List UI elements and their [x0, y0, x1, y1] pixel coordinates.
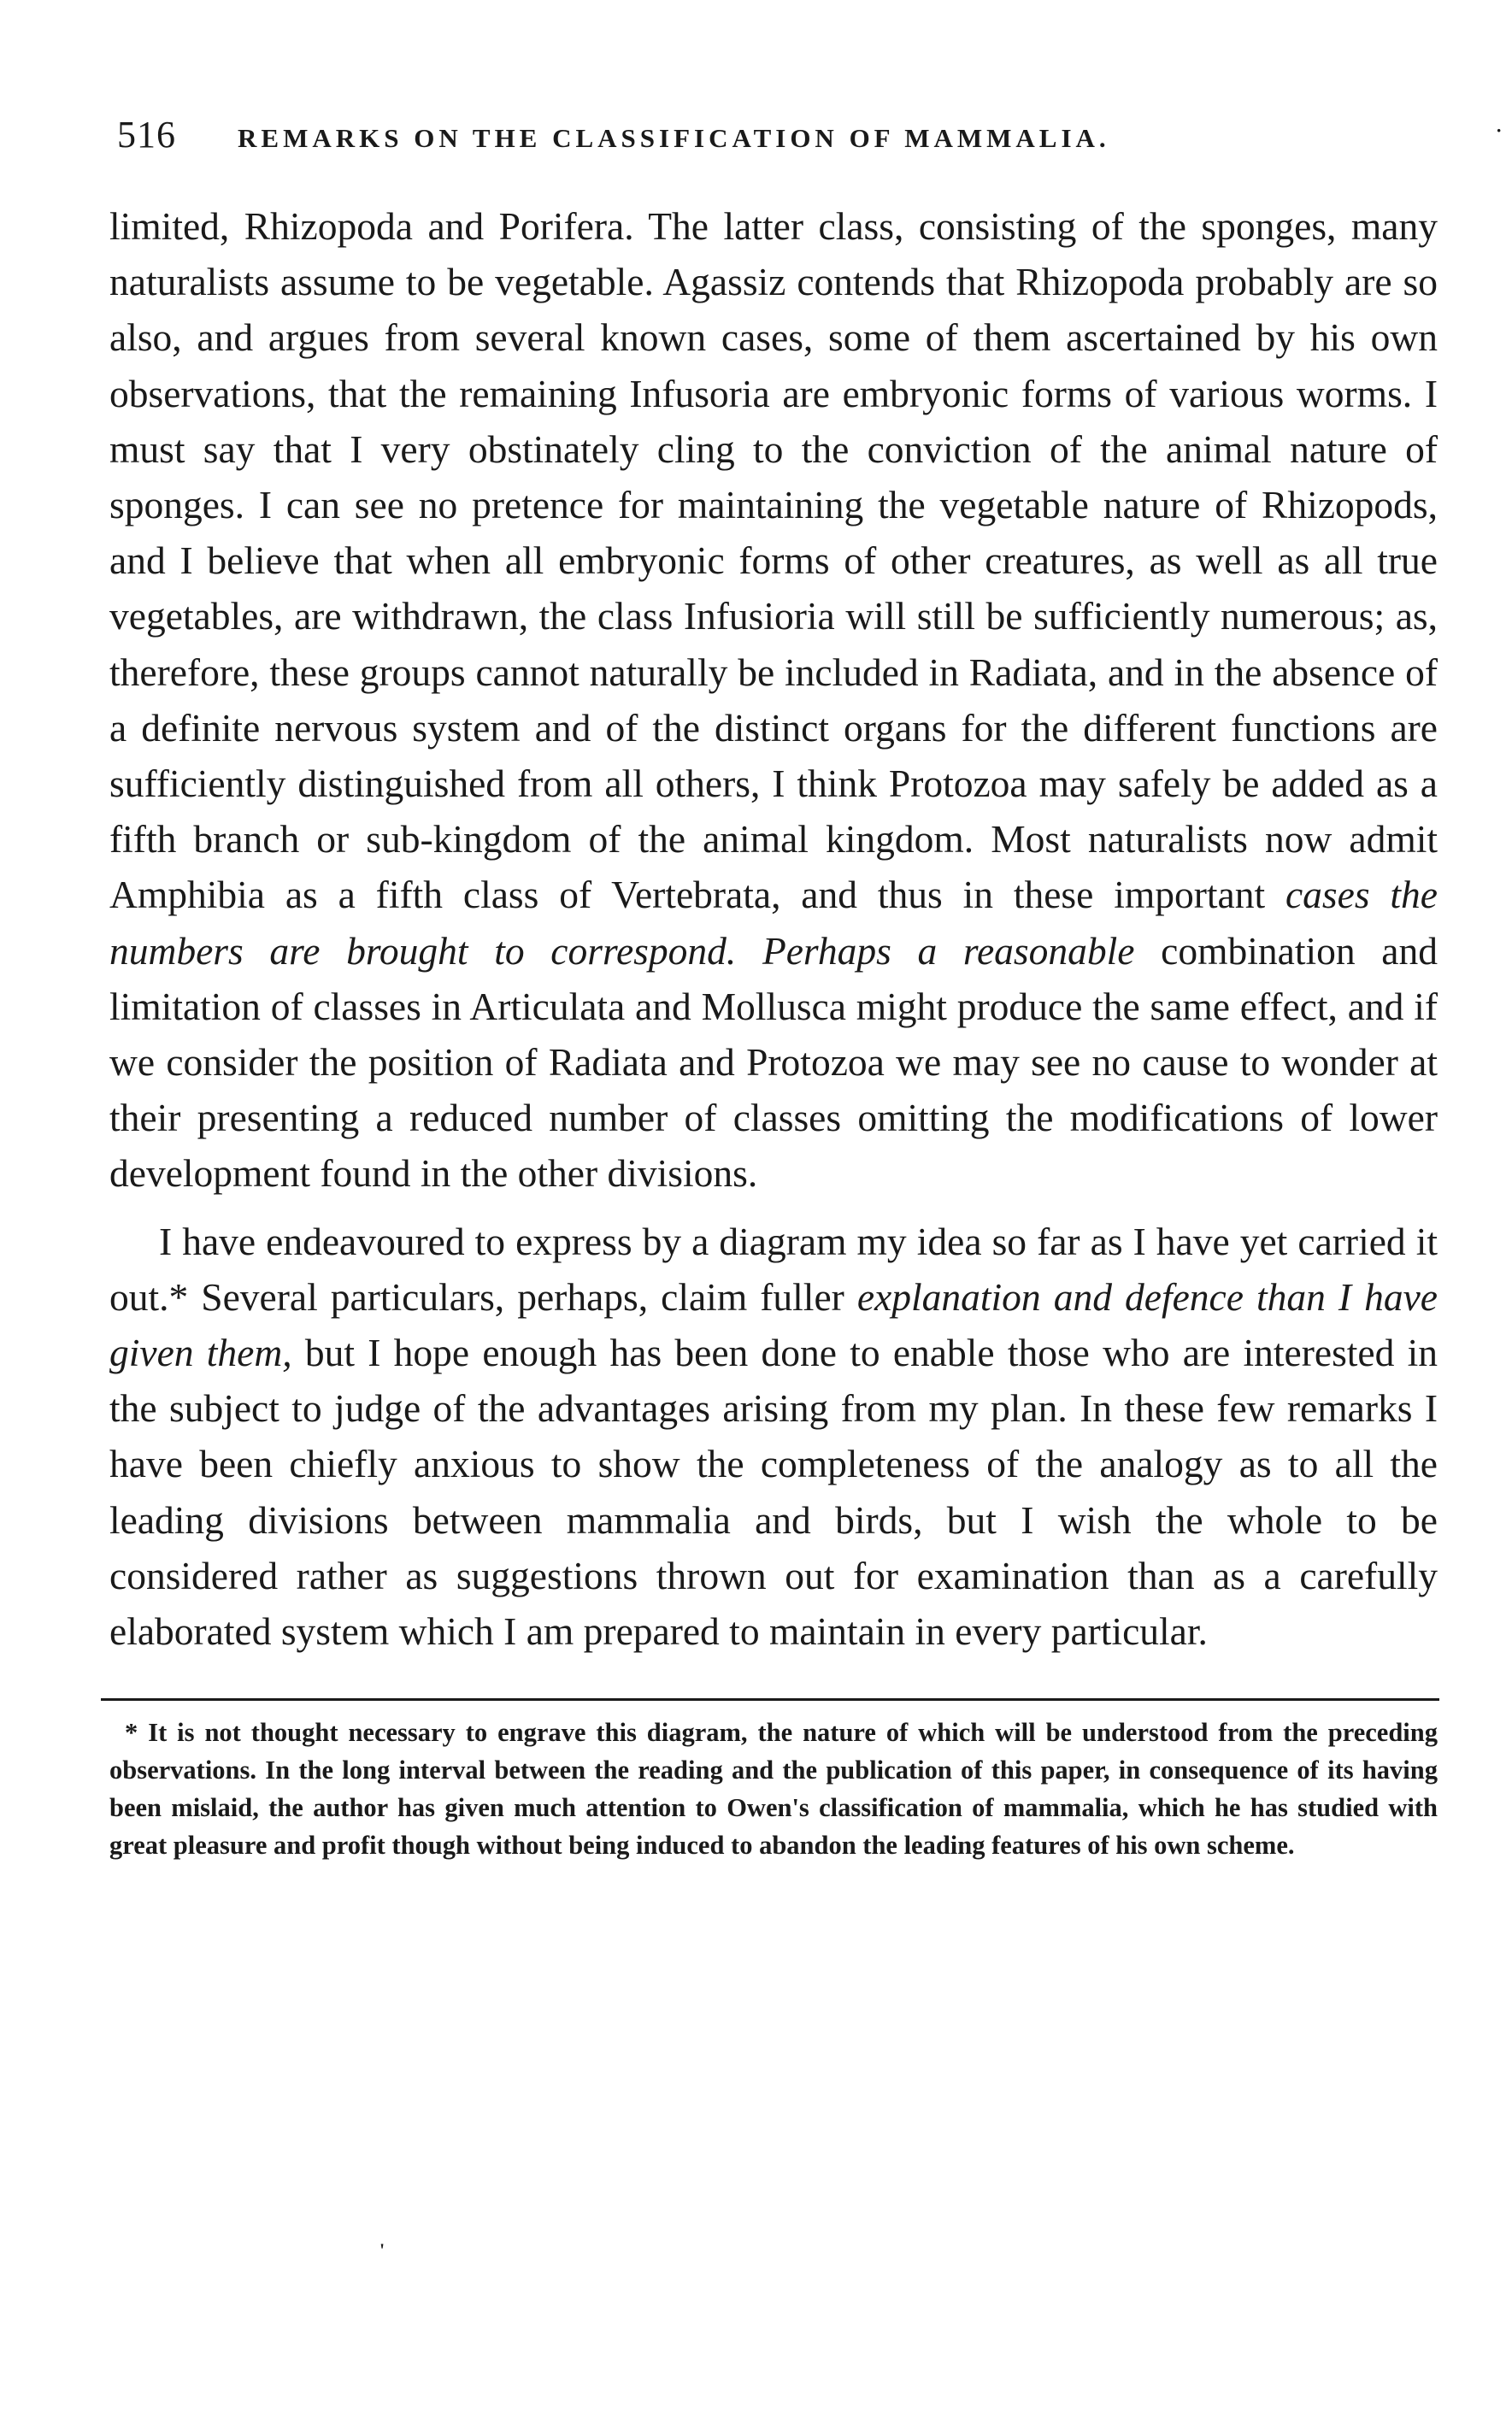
paragraph1-italic: cases the numbers are brought to correspond. Perhaps a reasonable [109, 873, 1438, 973]
footnote-text: It is not thought necessary to engrave this diagram, the nature of which will be understood from the preceding observations. In the long interval between the reading and the publication of this paper, in consequence of its having been mislaid, the author has given much attention to Owen's classification of mammalia, which he has studied with great pleasure and profit though without being induced to abandon the leading features of his own scheme. [109, 1718, 1438, 1860]
paragraph2-text-b: but I hope enough has been done to enable those who are interested in the subject to judge of the advantages arising from my plan. In these few remarks I have been chiefly anxious to show the completeness of the analogy as to all the leading divisions between mammalia and birds, but I wish the whole to be considered rather as suggestions thrown out for examination than as a carefully elaborated system which I am prepared to maintain in every particular. [109, 1331, 1438, 1654]
page-header [117, 109, 1433, 161]
paragraph1-text-a: limited, Rhizopoda and Porifera. The latter class, consisting of the sponges, many naturalists assume to be vegetable. Agassiz contends that Rhizopoda probably are so also, and argues from several known cases, some of them ascertained by his own observations, that the remaining Infusoria are embryonic forms of various worms. I must say that I very obstinately cling to the conviction of the animal nature of sponges. I can see no pretence for maintaining the vegetable nature of Rhizopods, and I believe that when all embryonic forms of other creatures, as well as all true vegetables, are withdrawn, the class Infusioria will still be sufficiently numerous; as, therefore, these groups cannot naturally be included in Radiata, and in the absence of a definite nervous system and of the distinct organs for the different functions are sufficiently distinguished from all others, I think Protozoa may safely be added as a fifth branch or sub-kingdom of the animal kingdom. Most naturalists now admit Amphibia as a fifth class of Vertebrata, and thus in these important [109, 204, 1438, 917]
body-text [109, 198, 1438, 1659]
stray-mark: ' [379, 2239, 385, 2261]
paragraph1-text-b: combination and limitation of classes in Articulata and Mollusca might produce the same effect, and if we consider the position of Radiata and Protozoa we may see no cause to wonder at their presenting a reduced number of classes omitting the modifications of lower development found in the other divisions. [109, 928, 1438, 1196]
paragraph-diagram [109, 1214, 1438, 1660]
footnote-rule [101, 1698, 1439, 1701]
footnote-marker: * [125, 1718, 138, 1747]
page-number: 516 [117, 114, 176, 156]
paragraph2-text-a: I have endeavoured to express by a diagram my idea so far as I have yet carried it out.* Several particulars, perhaps, claim fuller [109, 1219, 1438, 1319]
footnote [109, 1714, 1438, 1864]
edge-mark: · [1496, 120, 1503, 141]
running-head: REMARKS ON THE CLASSIFICATION OF MAMMALIA. [238, 123, 1110, 153]
footnote-paragraph [109, 1714, 1438, 1864]
paragraph2-italic: explanation and defence than I have given them, [109, 1274, 1438, 1375]
paragraph-continued [109, 198, 1438, 1202]
